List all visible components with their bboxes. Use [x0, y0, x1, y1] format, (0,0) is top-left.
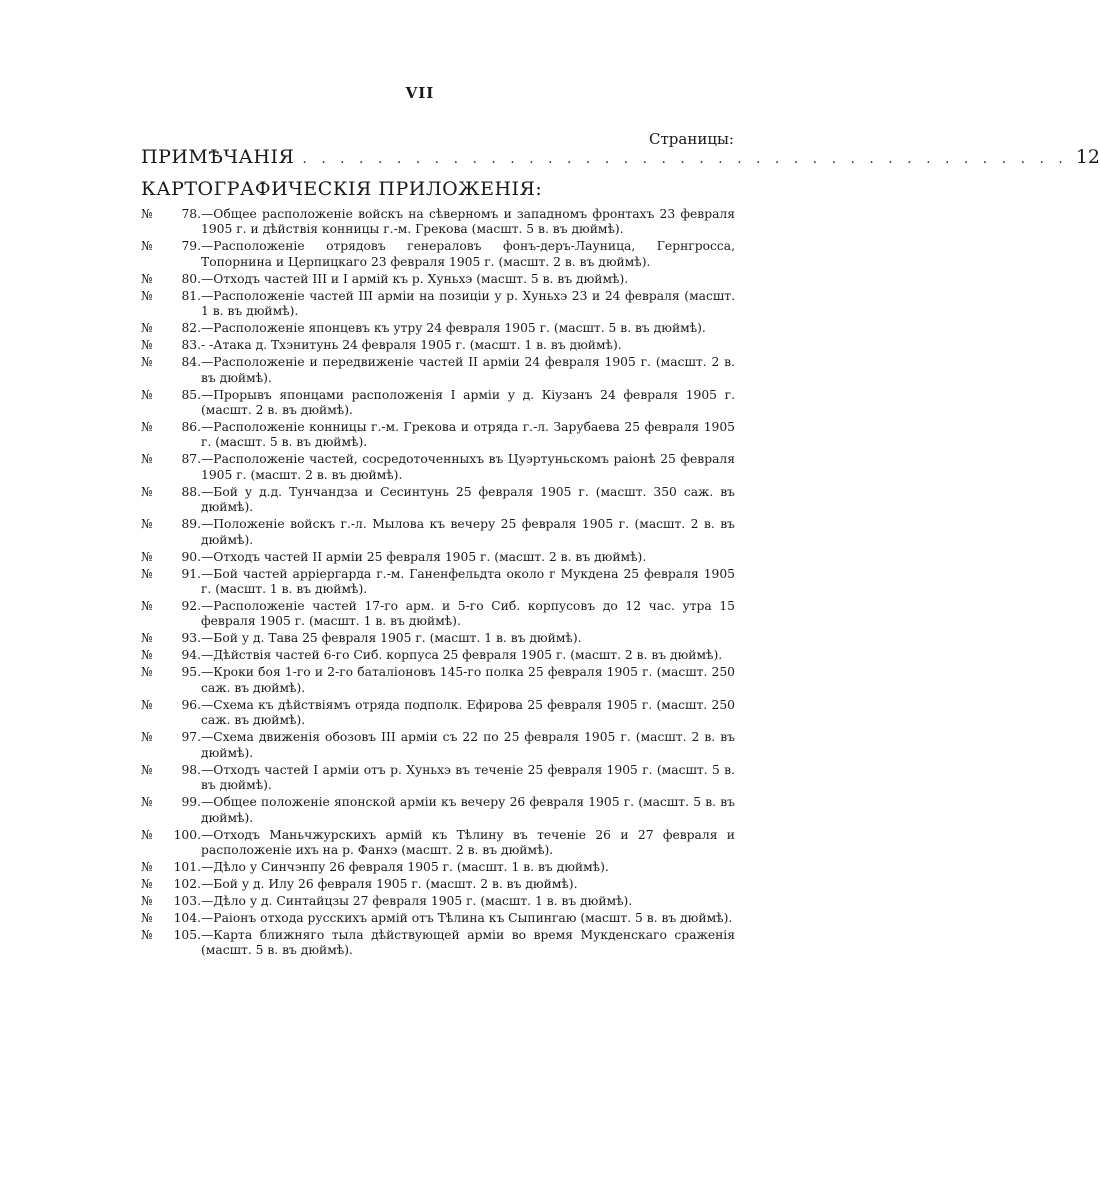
number-sign: №: [141, 927, 153, 942]
list-item: [141, 631, 735, 646]
entry-number: 82.: [181, 321, 201, 336]
entry-text: —Расположеніе и передвиженіе частей II арміи 24 февраля 1905 г. (масшт. 2 в. въ дюймѣ).: [201, 355, 735, 385]
entry-number: 81.: [181, 288, 201, 303]
entry-text: —Отходъ Маньчжурскихъ армій къ Тѣлину въ теченіе 26 и 27 февраля и расположеніе ихъ на р. Фанхэ (масшт. 2 в. въ дюймѣ).: [201, 827, 735, 857]
entry-number: 99.: [181, 795, 201, 810]
entry-number: 101.: [173, 859, 201, 874]
entry-text: —Отходъ частей II арміи 25 февраля 1905 г. (масшт. 2 в. въ дюймѣ).: [201, 549, 647, 564]
page-number: VII: [405, 84, 435, 102]
list-item: [141, 517, 735, 548]
number-sign: №: [141, 893, 153, 908]
entry-number: 96.: [181, 697, 201, 712]
list-item: [141, 388, 735, 419]
list-item: [141, 272, 735, 287]
number-sign: №: [141, 355, 153, 370]
entry-number: 92.: [181, 599, 201, 614]
entry-text: —Дѣйствія частей 6-го Сиб. корпуса 25 февраля 1905 г. (масшт. 2 в. въ дюймѣ).: [201, 648, 723, 663]
number-sign: №: [141, 288, 153, 303]
list-item: [141, 239, 735, 270]
entry-text: —Бой у д. Илу 26 февраля 1905 г. (масшт. 2 в. въ дюймѣ).: [201, 876, 578, 891]
entry-number: 87.: [181, 452, 201, 467]
list-item: [141, 648, 735, 663]
entry-number: 97.: [181, 730, 201, 745]
entry-text: —Расположеніе отрядовъ генераловъ фонъ-деръ-Лауница, Гернгросса, Топорнина и Церпицкаго 23 февраля 1905 г. (масшт. 2 в. въ дюймѣ).: [201, 239, 735, 269]
entry-text: —Расположеніе конницы г.-м. Грекова и отряда г.-л. Зарубаева 25 февраля 1905 г. (масшт. 5 в. въ дюймѣ).: [201, 420, 735, 450]
list-item: [141, 730, 735, 761]
list-item: [141, 321, 735, 336]
entry-text: —Карта ближняго тыла дѣйствующей арміи во время Мукденскаго сраженія (масшт. 5 в. въ дюймѣ).: [201, 927, 735, 958]
entry-text: —Раіонъ отхода русскихъ армій отъ Тѣлина къ Сыпингаю (масшт. 5 в. въ дюймѣ).: [201, 910, 733, 925]
entry-text: —Расположеніе частей 17-го арм. и 5-го Сиб. корпусовъ до 12 час. утра 15 февраля 1905 г. (масшт. 1 в. въ дюймѣ).: [201, 599, 735, 629]
entry-text: —Расположеніе частей, сосредоточенныхъ въ Цуэртуньскомъ раіонѣ 25 февраля 1905 г. (масшт. 2 в. въ дюймѣ).: [201, 452, 735, 482]
entry-number: 84.: [181, 355, 201, 370]
number-sign: №: [141, 876, 153, 891]
pages-column-header: Страницы:: [649, 130, 734, 148]
list-item: [141, 567, 735, 598]
number-sign: №: [141, 910, 153, 925]
entry-number: 80.: [181, 271, 201, 286]
number-sign: №: [141, 648, 153, 663]
list-item: [141, 828, 735, 859]
number-sign: №: [141, 420, 153, 435]
entry-number: 98.: [181, 762, 201, 777]
entry-number: 79.: [181, 239, 201, 254]
number-sign: №: [141, 484, 153, 499]
number-sign: №: [141, 631, 153, 646]
notes-title: ПРИМѢЧАНІЯ: [141, 146, 295, 168]
entry-number: 88.: [181, 484, 201, 499]
list-item: [141, 355, 735, 386]
section-title: КАРТОГРАФИЧЕСКІЯ ПРИЛОЖЕНІЯ:: [141, 178, 543, 200]
number-sign: №: [141, 827, 153, 842]
list-item: [141, 207, 735, 238]
notes-page-number: 12: [1075, 146, 1100, 168]
list-item: [141, 928, 735, 959]
list-item: [141, 665, 735, 696]
number-sign: №: [141, 795, 153, 810]
entry-number: 105.: [173, 927, 201, 942]
entry-number: 95.: [181, 665, 201, 680]
entry-number: 78.: [181, 207, 201, 221]
number-sign: №: [141, 566, 153, 581]
entry-number: 90.: [181, 549, 201, 564]
number-sign: №: [141, 387, 153, 402]
number-sign: №: [141, 321, 153, 336]
number-sign: №: [141, 517, 153, 532]
list-item: [141, 860, 735, 875]
entry-number: 94.: [181, 648, 201, 663]
number-sign: №: [141, 239, 153, 254]
number-sign: №: [141, 697, 153, 712]
list-item: [141, 289, 735, 320]
entry-number: 104.: [173, 910, 201, 925]
number-sign: №: [141, 599, 153, 614]
entry-text: —Расположеніе японцевъ къ утру 24 февраля 1905 г. (масшт. 5 в. въ дюймѣ).: [201, 321, 706, 336]
entry-number: 103.: [173, 893, 201, 908]
number-sign: №: [141, 859, 153, 874]
entry-text: —Отходъ частей III и I армій къ р. Хуньхэ (масшт. 5 в. въ дюймѣ).: [201, 271, 629, 286]
notes-toc-row: [141, 146, 1100, 172]
entry-text: —Положеніе войскъ г.-л. Мылова къ вечеру 25 февраля 1905 г. (масшт. 2 в. въ дюймѣ).: [201, 517, 735, 547]
number-sign: №: [141, 730, 153, 745]
list-item: [141, 338, 735, 353]
entry-text: —Бой у д. Тава 25 февраля 1905 г. (масшт. 1 в. въ дюймѣ).: [201, 631, 582, 646]
dot-leader: . . . . . . . . . . . . . . . . . . . . . . . . . . . . . . . . . . . . . . . . .: [302, 151, 1068, 167]
entry-text: —Дѣло у д. Синтайцзы 27 февраля 1905 г. (масшт. 1 в. въ дюймѣ).: [201, 893, 633, 908]
entry-number: 91.: [181, 566, 201, 581]
entry-text: —Прорывъ японцами расположенія I арміи у д. Кіузанъ 24 февраля 1905 г. (масшт. 2 в. въ дюймѣ).: [201, 387, 735, 418]
number-sign: №: [141, 762, 153, 777]
list-item: [141, 763, 735, 794]
entry-text: —Общее положеніе японской арміи къ вечеру 26 февраля 1905 г. (масшт. 5 в. въ дюймѣ).: [201, 795, 735, 825]
list-item: [141, 894, 735, 909]
number-sign: №: [141, 452, 153, 467]
list-item: [141, 550, 735, 565]
entry-number: 86.: [181, 420, 201, 435]
list-item: [141, 698, 735, 729]
entry-number: 102.: [173, 876, 201, 891]
entry-text: —Дѣло у Синчэнпу 26 февраля 1905 г. (масшт. 1 в. въ дюймѣ).: [201, 859, 609, 874]
number-sign: №: [141, 271, 153, 286]
number-sign: №: [141, 338, 153, 353]
entry-text: —Отходъ частей I арміи отъ р. Хуньхэ въ теченіе 25 февраля 1905 г. (масшт. 5 в. въ дюймѣ).: [201, 762, 735, 793]
list-item: [141, 911, 735, 926]
entry-text: —Общее расположеніе войскъ на сѣверномъ и западномъ фронтахъ 23 февраля 1905 г. и дѣйствія конницы г.-м. Грекова (масшт. 5 в. въ дюймѣ).: [201, 207, 735, 237]
entry-number: 83.: [181, 338, 201, 353]
number-sign: №: [141, 665, 153, 680]
entry-text: —Бой частей арріергарда г.-м. Ганенфельдта около г Мукдена 25 февраля 1905 г. (масшт. 1 в. въ дюймѣ).: [201, 566, 735, 597]
entry-text: —Схема движенія обозовъ III арміи съ 22 по 25 февраля 1905 г. (масшт. 2 в. въ дюймѣ).: [201, 730, 735, 760]
list-item: [141, 599, 735, 630]
map-appendix-list: [141, 207, 735, 960]
entry-text: —Схема къ дѣйствіямъ отряда подполк. Ефирова 25 февраля 1905 г. (масшт. 250 саж. въ дюймѣ).: [201, 697, 735, 728]
number-sign: №: [141, 207, 153, 221]
list-item: [141, 485, 735, 516]
entry-number: 89.: [181, 517, 201, 532]
entry-text: —Расположеніе частей III арміи на позиціи у р. Хуньхэ 23 и 24 февраля (масшт. 1 в. въ дюймѣ).: [201, 288, 735, 319]
list-item: [141, 420, 735, 451]
entry-number: 85.: [181, 387, 201, 402]
entry-text: - -Атака д. Тхэнитунь 24 февраля 1905 г. (масшт. 1 в. въ дюймѣ).: [201, 338, 622, 353]
list-item: [141, 877, 735, 892]
entry-number: 100.: [173, 827, 201, 842]
number-sign: №: [141, 549, 153, 564]
entry-text: —Бой у д.д. Тунчандза и Сесинтунь 25 февраля 1905 г. (масшт. 350 саж. въ дюймѣ).: [201, 484, 735, 515]
list-item: [141, 452, 735, 483]
list-item: [141, 795, 735, 826]
entry-text: —Кроки боя 1-го и 2-го баталіоновъ 145-го полка 25 февраля 1905 г. (масшт. 250 саж. въ дюймѣ).: [201, 665, 735, 695]
entry-number: 93.: [181, 631, 201, 646]
